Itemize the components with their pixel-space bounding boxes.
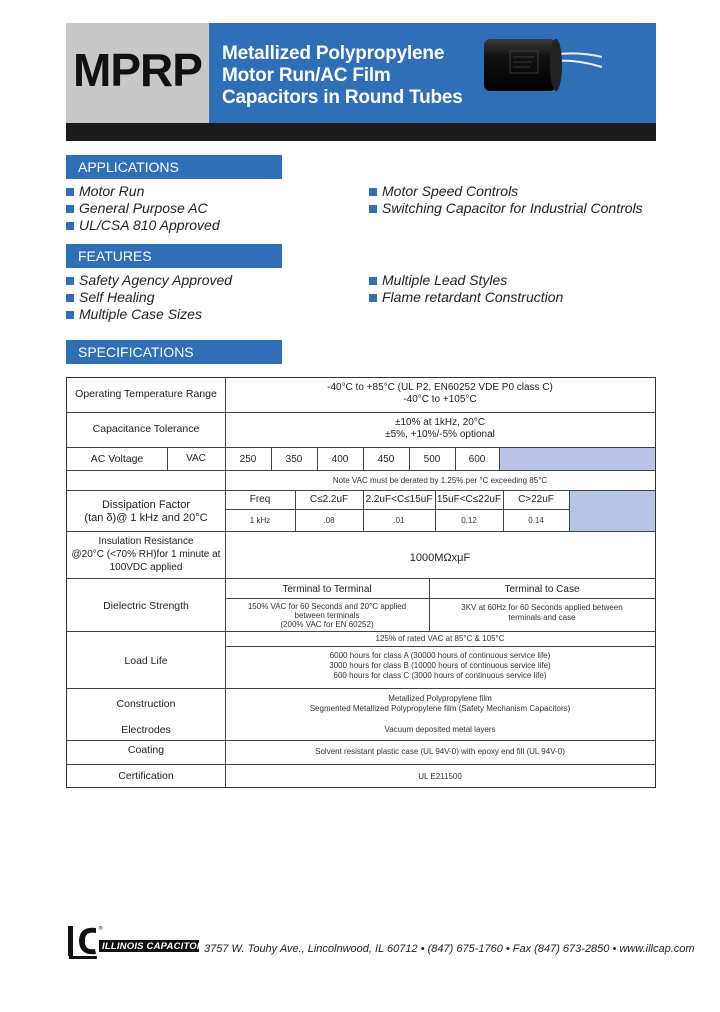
voltage-value: 600	[468, 454, 486, 465]
terminal-to-terminal-en: (200% VAC for EN 60252)	[280, 620, 374, 629]
terminal-to-terminal-header: Terminal to Terminal	[282, 584, 372, 595]
terminal-to-case-test-cont: terminals and case	[508, 613, 576, 622]
construction-film: Metallized Polypropylene film	[388, 694, 492, 703]
voltage-value: 350	[285, 454, 303, 465]
cap-tol-value: ±10% at 1kHz, 20°C	[394, 417, 486, 428]
certification-label: Certification	[118, 770, 174, 782]
dissipation-header: C>22uF	[518, 494, 554, 505]
dissipation-value: 1 kHz	[249, 516, 271, 525]
op-temp-range-alt: -40°C to +105°C	[403, 394, 477, 405]
voltage-derating-note: Note VAC must be derated by 1.25% per °C exceeding 85°C	[332, 476, 548, 485]
construction-segmented: Segmented Metallized Polypropylene film (Safety Mechanism Capacitors)	[309, 704, 571, 713]
empty-highlight-cell	[500, 448, 655, 470]
load-life-label: Load Life	[124, 655, 168, 667]
company-name: ILLINOIS CAPACITOR, INC.	[102, 941, 230, 952]
features-heading: FEATURES	[66, 244, 282, 268]
bullet-square-icon	[66, 277, 74, 285]
dissipation-value: .08	[323, 516, 335, 525]
bullet-square-icon	[369, 205, 377, 213]
feature-item: Flame retardant Construction	[369, 289, 563, 305]
empty-highlight-cell	[570, 491, 655, 531]
insulation-voltage: 100VDC applied	[109, 562, 183, 573]
coating-label: Coating	[127, 744, 165, 756]
dissipation-header: C≤2.2uF	[309, 494, 349, 505]
dissipation-label: Dissipation Factor	[101, 499, 191, 511]
voltage-value: 450	[377, 454, 395, 465]
capacitor-image	[482, 33, 602, 95]
specifications-heading: SPECIFICATIONS	[66, 340, 282, 364]
dissipation-header: 15uF<C≤22uF	[436, 494, 502, 505]
dissipation-sublabel: (tan δ)@ 1 kHz and 20°C	[84, 512, 208, 524]
terminal-to-terminal-test: 150% VAC for 60 Seconds and 20°C applied	[247, 602, 407, 611]
application-item: Switching Capacitor for Industrial Controls	[369, 200, 643, 216]
voltage-value: 250	[239, 454, 257, 465]
svg-text:®: ®	[98, 926, 103, 932]
header-divider-bar	[66, 123, 656, 141]
terminal-to-terminal-test-cont: between terminals	[294, 611, 360, 620]
load-life-class-a: 6000 hours for class A (30000 hours of continuous service life)	[329, 651, 551, 660]
bullet-square-icon	[66, 294, 74, 302]
terminal-to-case-header: Terminal to Case	[504, 584, 580, 595]
title-line-2: Motor Run/AC Film	[222, 65, 391, 86]
dissipation-value: .01	[393, 516, 405, 525]
bullet-square-icon	[66, 188, 74, 196]
load-life-class-c: 600 hours for class C (3000 hours of continuous service life)	[333, 671, 547, 680]
op-temp-range: -40°C to +85°C (UL P2, EN60252 VDE P0 class C)	[327, 382, 553, 393]
insulation-value: 1000MΩxμF	[409, 552, 471, 564]
insulation-condition: @20°C (<70% RH)for 1 minute at	[71, 549, 221, 560]
voltage-value: 500	[423, 454, 441, 465]
bullet-square-icon	[369, 188, 377, 196]
application-item: General Purpose AC	[66, 200, 208, 216]
insulation-label: Insulation Resistance	[98, 536, 194, 547]
bullet-square-icon	[369, 277, 377, 285]
applications-heading: APPLICATIONS	[66, 155, 282, 179]
ac-voltage-label: AC Voltage	[90, 453, 144, 465]
dissipation-header: 2.2uF<C≤15uF	[365, 494, 433, 505]
feature-item: Multiple Lead Styles	[369, 272, 507, 288]
bullet-square-icon	[66, 222, 74, 230]
title-line-1: Metallized Polypropylene	[222, 43, 445, 64]
title-banner	[209, 23, 656, 123]
cap-tol-optional: ±5%, +10%/-5% optional	[385, 429, 495, 440]
electrodes-label: Electrodes	[121, 724, 171, 736]
feature-item: Multiple Case Sizes	[66, 306, 202, 322]
bullet-square-icon	[66, 205, 74, 213]
terminal-to-case-test: 3KV at 60Hz for 60 Seconds applied between	[461, 603, 623, 612]
op-temp-label: Operating Temperature Range	[75, 388, 217, 400]
ac-voltage-unit: VAC	[186, 453, 206, 464]
electrodes-value: Vacuum deposited metal layers	[384, 725, 496, 734]
dissipation-value: 0.12	[461, 516, 477, 525]
product-title	[222, 43, 463, 109]
coating-value: Solvent resistant plastic case (UL 94V-0) with epoxy end fill (UL 94V-0)	[315, 747, 565, 756]
load-life-rating: 125% of rated VAC at 85°C & 105°C	[375, 634, 505, 643]
construction-label: Construction	[116, 698, 176, 710]
dielectric-label: Dielectric Strength	[103, 600, 189, 612]
bullet-square-icon	[369, 294, 377, 302]
bullet-square-icon	[66, 311, 74, 319]
load-life-class-b: 3000 hours for class B (10000 hours of continuous service life)	[329, 661, 551, 670]
feature-item: Safety Agency Approved	[66, 272, 232, 288]
application-item: UL/CSA 810 Approved	[66, 217, 220, 233]
company-contact: 3757 W. Touhy Ave., Lincolnwood, IL 60712 • (847) 675-1760 • Fax (847) 673-2850 • www.illcap.com	[204, 943, 695, 955]
voltage-value: 400	[331, 454, 349, 465]
product-code: MPRP	[73, 44, 202, 96]
cap-tol-label: Capacitance Tolerance	[92, 423, 200, 435]
dissipation-header: Freq	[249, 494, 271, 505]
certification-value: UL E211500	[418, 772, 462, 781]
feature-item: Self Healing	[66, 289, 155, 305]
specifications-table	[66, 377, 656, 788]
application-item: Motor Speed Controls	[369, 183, 518, 199]
dissipation-value: 0.14	[528, 516, 544, 525]
title-line-3: Capacitors in Round Tubes	[222, 87, 463, 108]
product-code-box	[66, 23, 209, 123]
application-item: Motor Run	[66, 183, 144, 199]
